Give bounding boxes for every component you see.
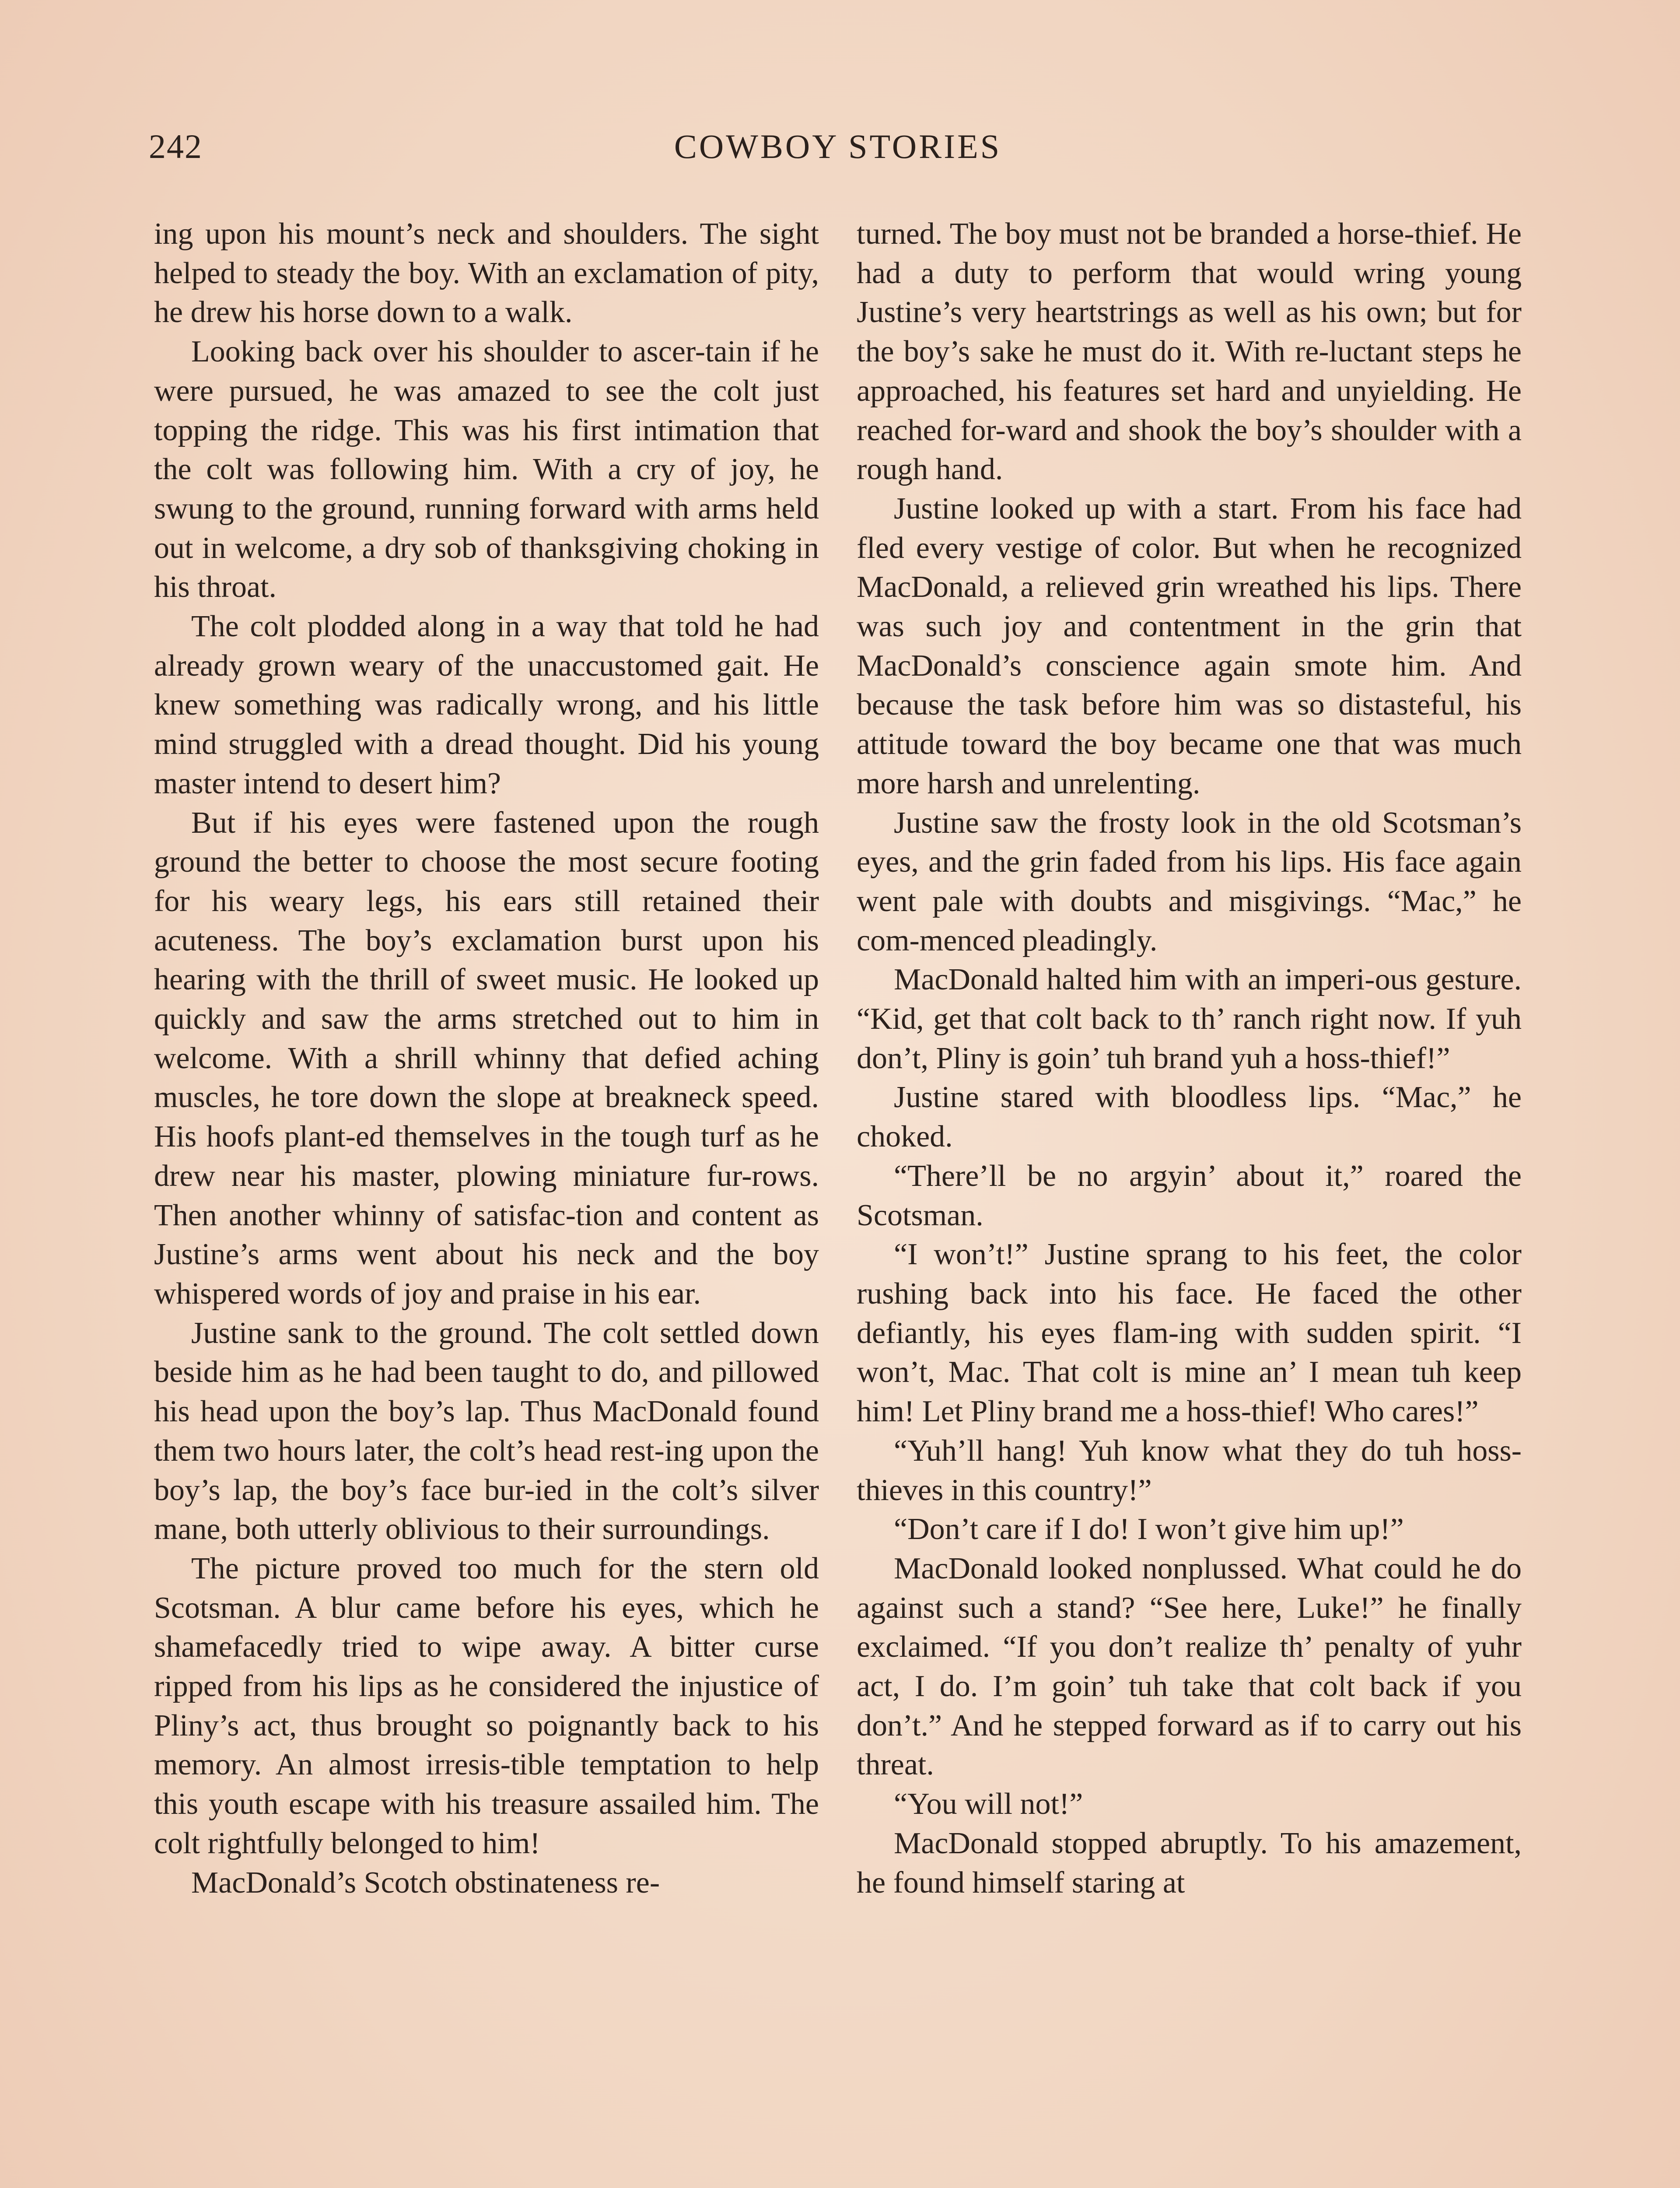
paragraph: MacDonald looked nonplussed. What could he do against such a stand? “See here, Luke!” he finally exclaimed. “If you don’t realize th’ penalty of yuhr act, I do. I’m goin’ tuh take that colt back if you don’t.” And he stepped forward as if to carry out his threat. — [857, 1551, 1522, 1782]
paragraph: “You will not!” — [894, 1787, 1083, 1821]
paragraph: Justine stared with bloodless lips. “Mac,” he choked. — [857, 1080, 1522, 1154]
paragraph: Justine looked up with a start. From his face had fled every vestige of color. But when he recognized MacDonald, a relieved grin wreathed his lips. There was such joy and contentment in the grin that MacDonald’s conscience again smote him. And because the task before him was so distasteful, his attitude toward the boy became one that was much more harsh and unrelenting. — [857, 491, 1522, 800]
paragraph: The colt plodded along in a way that told he had already grown weary of the unaccustomed gait. He knew something was radically wrong, and his little mind struggled with a dread thought. Did his young master intend to desert him? — [154, 610, 819, 800]
paragraph: “Yuh’ll hang! Yuh know what they do tuh hoss-thieves in this country!” — [857, 1434, 1522, 1507]
paragraph: “There’ll be no argyin’ about it,” roared the Scotsman. — [857, 1159, 1522, 1232]
right-column — [857, 214, 1522, 1902]
paragraph: But if his eyes were fastened upon the rough ground the better to choose the most secure footing for his weary legs, his ears still retained their acuteness. The boy’s exclamation burst upon his hearing with the thrill of sweet music. He looked up quickly and saw the arms stretched out to him in welcome. With a shrill whinny that defied aching muscles, he tore down the slope at breakneck speed. His hoofs plant-ed themselves in the tough turf as he drew near his master, plowing miniature fur-rows. Then another whinny of satisfac-tion and content as Justine’s arms went about his neck and the boy whispered words of joy and praise in his ear. — [154, 806, 819, 1311]
paragraph: The picture proved too much for the stern old Scotsman. A blur came before his eyes, which he shamefacedly tried to wipe away. A bitter curse ripped from his lips as he considered the injustice of Pliny’s act, thus brought so poignantly back to his memory. An almost irresis-tible temptation to help this youth escape with his treasure assailed him. The colt rightfully belonged to him! — [154, 1551, 819, 1860]
paragraph: Justine saw the frosty look in the old Scotsman’s eyes, and the grin faded from his lips. His face again went pale with doubts and misgivings. “Mac,” he com-menced pleadingly. — [857, 806, 1522, 957]
paragraph: “Don’t care if I do! I won’t give him up!” — [894, 1512, 1404, 1546]
paragraph: MacDonald stopped abruptly. To his amazement, he found himself staring at — [857, 1826, 1522, 1900]
paragraph: MacDonald halted him with an imperi-ous gesture. “Kid, get that colt back to th’ ranch right now. If yuh don’t, Pliny is goin’ tuh brand yuh a hoss-thief!” — [857, 963, 1522, 1075]
paragraph: MacDonald’s Scotch obstinateness re- — [191, 1865, 660, 1900]
page-number: 242 — [149, 127, 203, 165]
left-column — [154, 214, 819, 1902]
paragraph: “I won’t!” Justine sprang to his feet, the color rushing back into his face. He faced the other defiantly, his eyes flam-ing with sudden spirit. “I won’t, Mac. That colt is mine an’ I mean tuh keep him! Let Pliny brand me a hoss-thief! Who cares!” — [857, 1238, 1522, 1429]
paragraph: Looking back over his shoulder to ascer-tain if he were pursued, he was amazed to see the colt just topping the ridge. This was his first intimation that the colt was following him. With a cry of joy, he swung to the ground, running forward with arms held out in welcome, a dry sob of thanksgiving choking in his throat. — [154, 335, 819, 604]
running-title: COWBOY STORIES — [674, 127, 1002, 165]
paragraph: Justine sank to the ground. The colt settled down beside him as he had been taught to do, and pillowed his head upon the boy’s lap. Thus MacDonald found them two hours later, the colt’s head rest-ing upon the boy’s lap, the boy’s face bur-ied in the colt’s silver mane, both utterly oblivious to their surroundings. — [154, 1316, 819, 1546]
page-header — [149, 127, 1527, 175]
paragraph: turned. The boy must not be branded a horse-thief. He had a duty to perform that would wring young Justine’s very heartstrings as well as his own; but for the boy’s sake he must do it. With re-luctant steps he approached, his features set hard and unyielding. He reached for-ward and shook the boy’s shoulder with a rough hand. — [857, 217, 1522, 487]
paragraph: ing upon his mount’s neck and shoulders. The sight helped to steady the boy. With an exclamation of pity, he drew his horse down to a walk. — [154, 217, 819, 330]
